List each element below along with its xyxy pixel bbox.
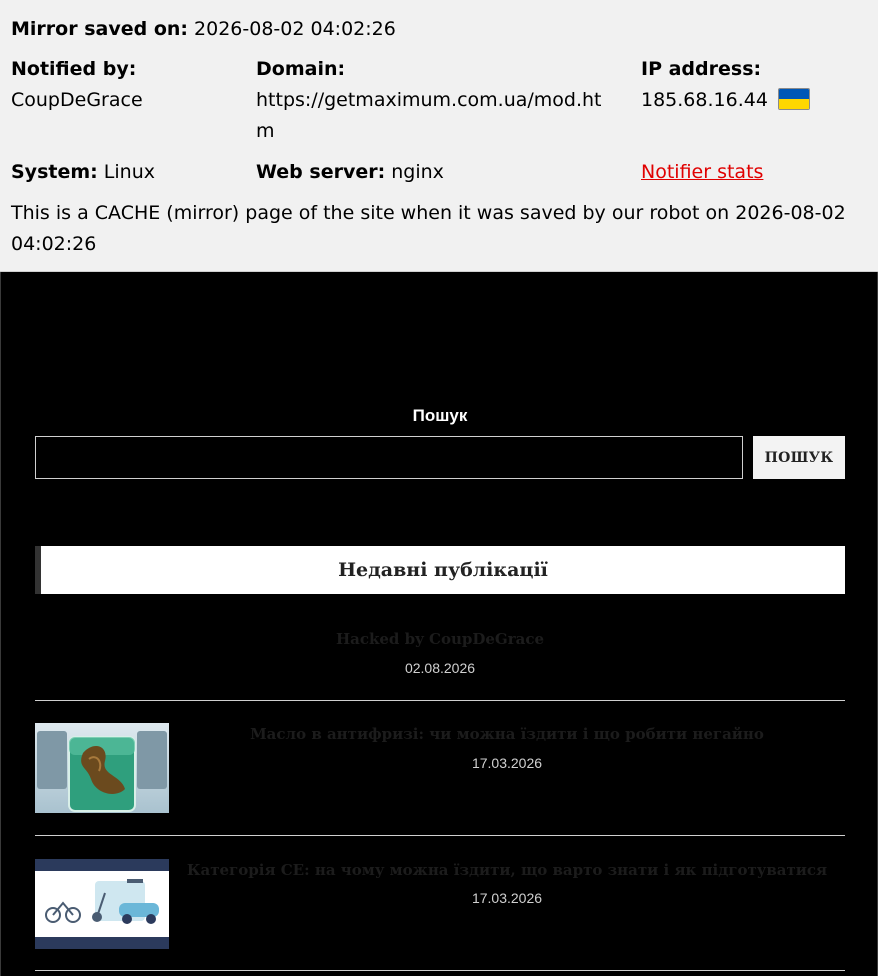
mirror-saved-label: Mirror saved on: [11, 18, 188, 40]
post-title-link[interactable]: Категорія CE: на чому можна їздити, що варто знати і як підготуватися [186, 861, 828, 879]
web-server-value: nginx [391, 161, 444, 183]
ip-address-label: IP address: [641, 58, 762, 80]
notified-by-label: Notified by: [11, 58, 137, 80]
mirror-info-panel [0, 0, 878, 272]
site-content [0, 272, 878, 976]
web-server-row [256, 157, 444, 188]
vehicles-image[interactable] [35, 859, 169, 949]
search-input[interactable] [35, 436, 743, 479]
notified-by-value: CoupDeGrace [11, 89, 143, 111]
post-title-link[interactable]: Масло в антифризі: чи можна їздити і що робити негайно [250, 725, 764, 743]
antifreeze-image[interactable] [35, 723, 169, 813]
post-divider [35, 970, 845, 971]
recent-post-item [35, 628, 845, 698]
domain-block [256, 54, 618, 147]
recent-post-item [35, 723, 845, 813]
post-date: 17.03.2026 [471, 890, 543, 906]
notified-by-block [11, 54, 241, 116]
search-button[interactable]: ПОШУК [753, 436, 845, 479]
domain-label: Domain: [256, 58, 346, 80]
mirror-saved-row [11, 14, 396, 45]
recent-post-item [35, 859, 845, 949]
web-server-label: Web server: [256, 161, 386, 183]
domain-value: https://getmaximum.com.ua/mod.htm [256, 89, 602, 142]
ip-address-row [641, 85, 871, 116]
cache-note: This is a CACHE (mirror) page of the site when it was saved by our robot on 2026-08-02 04:02:26 [11, 202, 846, 255]
post-divider [35, 700, 845, 701]
system-label: System: [11, 161, 98, 183]
notifier-stats-row [641, 157, 763, 188]
notifier-stats-link[interactable]: Notifier stats [641, 161, 764, 183]
post-divider [35, 835, 845, 836]
post-date: 17.03.2026 [471, 755, 543, 771]
post-date: 02.08.2026 [404, 660, 476, 676]
system-row [11, 157, 155, 188]
search-label: Пошук [412, 406, 468, 425]
recent-posts-heading: Недавні публікації [35, 546, 845, 594]
ukraine-flag-icon [778, 88, 810, 110]
ip-address-value: 185.68.16.44 [641, 89, 768, 111]
mirror-saved-value: 2026-08-02 04:02:26 [194, 18, 396, 40]
post-title-link[interactable]: Hacked by CoupDeGrace [335, 630, 545, 648]
ip-address-block [641, 54, 871, 116]
system-value: Linux [103, 161, 155, 183]
